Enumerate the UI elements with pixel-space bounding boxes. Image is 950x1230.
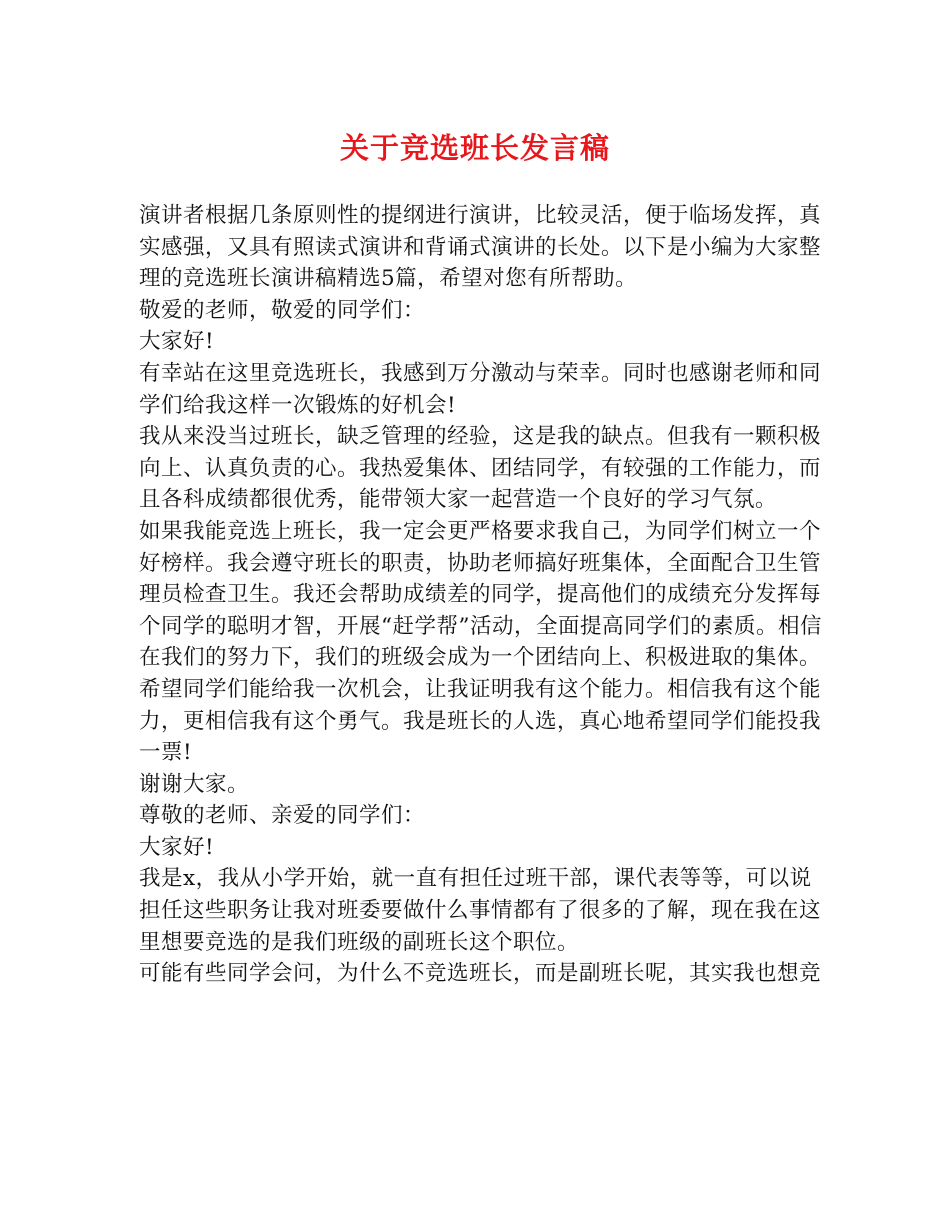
paragraph: 我从来没当过班长，缺乏管理的经验，这是我的缺点。但我有一颗积极向上、认真负责的心。我热爱集体、团结同学，有较强的工作能力，而且各科成绩都很优秀，能带领大家一起营造一个良好的学习气氛。 (139, 424, 822, 513)
paragraph-intro: 演讲者根据几条原则性的提纲进行演讲，比较灵活，便于临场发挥，真实感强，又具有照读式演讲和背诵式演讲的长处。以下是小编为大家整理的竞选班长演讲稿精选5篇，希望对您有所帮助。 (139, 203, 822, 292)
paragraph: 可能有些同学会问，为什么不竞选班长，而是副班长呢，其实我也想竞 (139, 961, 822, 987)
paragraph-salutation: 敬爱的老师，敬爱的同学们： (139, 297, 426, 323)
paragraph-closing: 谢谢大家。 (139, 771, 250, 797)
paragraph: 有幸站在这里竞选班长，我感到万分激动与荣幸。同时也感谢老师和同学们给我这样一次锻炼的好机会! (139, 360, 822, 418)
document-title: 关于竞选班长发言稿 (339, 131, 610, 165)
paragraph: 如果我能竞选上班长，我一定会更严格要求我自己，为同学们树立一个好榜样。我会遵守班长的职责，协助老师搞好班集体，全面配合卫生管理员检查卫生。我还会帮助成绩差的同学，提高他们的成绩充分发挥每个同学的聪明才智，开展“赶学帮”活动，全面提高同学们的素质。相信在我们的努力下，我们的班级会成为一个团结向上、积极进取的集体。希望同学们能给我一次机会，让我证明我有这个能力。相信我有这个能力，更相信我有这个勇气。我是班长的人选，真心地希望同学们能投我一票! (139, 518, 822, 766)
paragraph: 我是x，我从小学开始，就一直有担任过班干部，课代表等等，可以说担任这些职务让我对班委要做什么事情都有了很多的了解，现在我在这里想要竞选的是我们班级的副班长这个职位。 (139, 866, 822, 955)
document-body (139, 200, 829, 990)
paragraph-greeting: 大家好! (139, 329, 215, 355)
paragraph-salutation: 尊敬的老师、亲爱的同学们： (139, 803, 426, 829)
paragraph-greeting: 大家好! (139, 834, 215, 860)
